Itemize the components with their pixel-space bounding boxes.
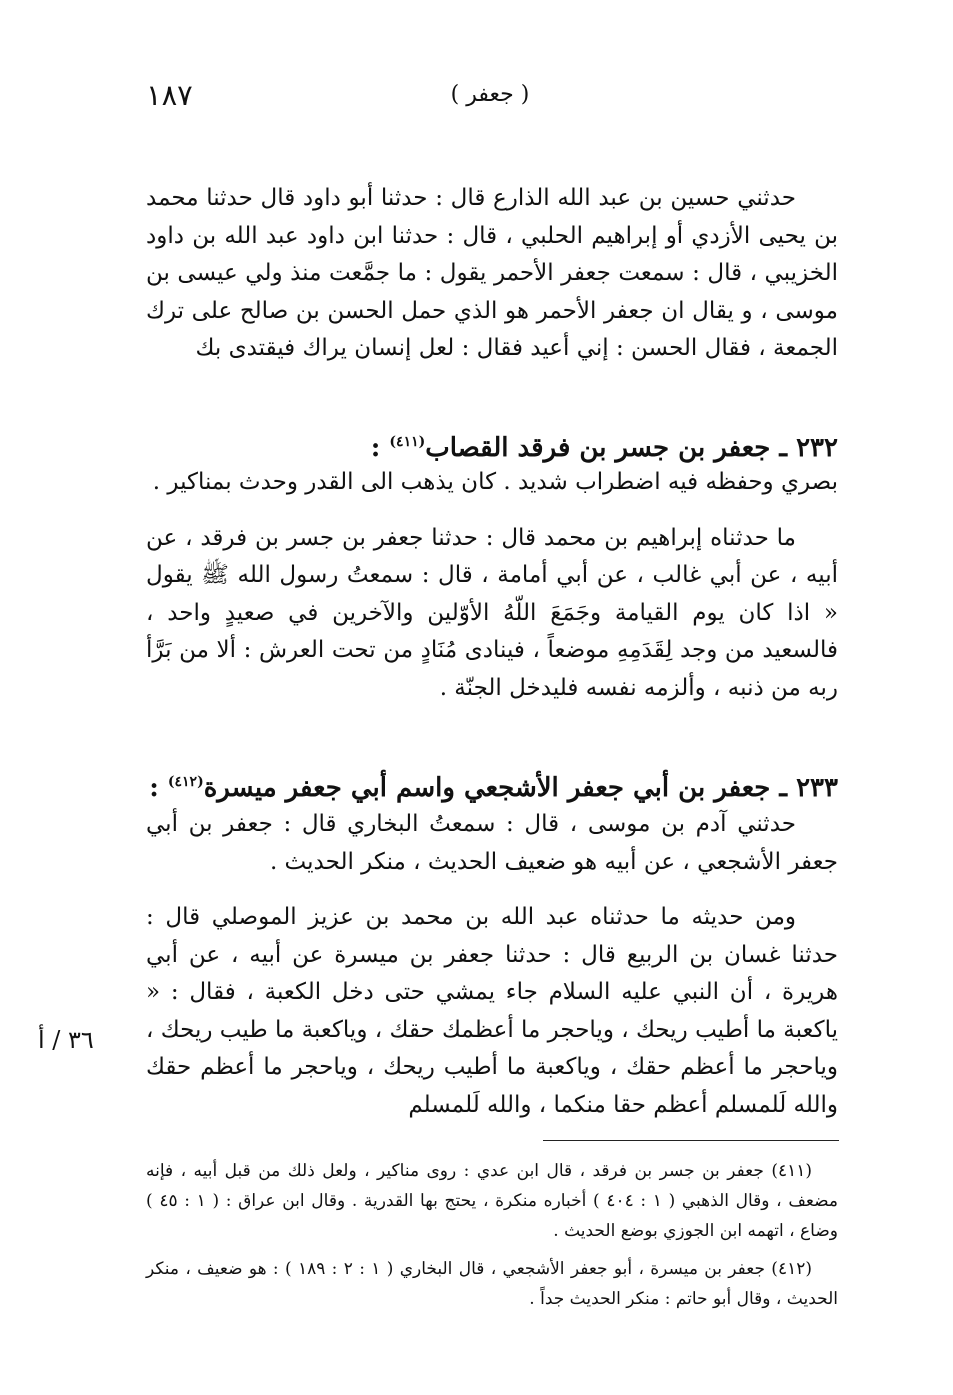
entry-232-hadith: ما حدثناه إبراهيم بن محمد قال : حدثنا جعفر بن جسر بن فرقد ، عن أبيه ، عن أبي غالب ، عن أبي أمامة ، قال : سمعتُ رسول الله ﷺ يقول « اذا كان يوم القيامة وجَمَعَ اللّهُ الأوّلين والآخرين في صعيدٍ واحد ، فالسعيد من وجد لِقَدَمِهِ موضعاً ، فينادى مُنَادٍ من تحت العرش : ألا من بَرَّأ ربه من ذنبه ، وألزمه نفسه فليدخل الجنّة . (146, 524, 838, 701)
entry-232-title: ٢٣٢ ـ جعفر بن جسر بن فرقد القصاب (425, 433, 838, 463)
entry-233-heading (146, 762, 838, 808)
entry-233-body (146, 806, 838, 1124)
footnote-ref-412[interactable]: (٤١٢) (167, 774, 204, 790)
footnote-411: (٤١١) جعفر بن جسر بن فرقد ، قال ابن عدي : روى مناكير ، ولعل ذلك من قبل أبيه ، فإنه مضعف ، وقال الذهبي ( ١ : ٤٠٤ ) أخباره منكرة ، يحتج بها القدرية . وقال ابن عراق : ( ١ : ٤٥ ) وضاع ، اتهمه ابن الجوزي بوضع الحديث . (146, 1161, 838, 1241)
entry-232-title-end: : (370, 433, 390, 463)
entry-232-body (146, 464, 838, 707)
intro-paragraph: حدثني حسين بن عبد الله الذارع قال : حدثنا أبو داود قال حدثنا محمد بن يحيى الأزدي أو إبراهيم الحلبي ، قال : حدثنا ابن داود عبد الله بن داود الخزيبي ، قال : سمعت جعفر الأحمر يقول : ما جمَّعت منذ ولي عيسى بن موسى ، و يقال ان جعفر الأحمر هو الذي حمل الحسن بن صالح على ترك الجمعة ، فقال الحسن : إني أعيد فقال : لعل إنسان يراك فيقتدى بك (146, 185, 838, 361)
running-title: ( جعفر ) (450, 82, 530, 107)
entry-232-heading (146, 422, 838, 468)
entry-232-summary: بصري وحفظه فيه اضطراب شديد . كان يذهب الى القدر وحدث بمناكير . (152, 469, 838, 495)
entry-233-summary: حدثني آدم بن موسى ، قال : سمعتُ البخاري قال : جعفر بن أبي جعفر الأشجعي ، عن أبيه هو ضعيف الحديث ، منكر الحديث . (146, 811, 838, 875)
footnotes (146, 1156, 838, 1314)
page-header (140, 78, 840, 118)
entry-233-hadith: ومن حديثه ما حدثناه عبد الله بن محمد بن عزيز الموصلي قال : حدثنا غسان بن الربيع قال : حدثنا جعفر بن ميسرة عن أبيه ، عن أبي هريرة ، أن النبي عليه السلام جاء يمشي حتى دخل الكعبة ، فقال : « ياكعبة ما أطيب ريحك ، وياحجر ما أعظمك حقك ، وياكعبة ما طيب ريحك ، وياحجر ما أعظم حقك ، وياكعبة ما أطيب ريحك ، وياحجر ما أعظم حقك والله لَلمسلم أعظم حقا منكما ، والله لَلمسلم (146, 904, 838, 1118)
page-number: ١٨٧ (146, 78, 193, 112)
entry-233-title-end: : (149, 773, 168, 803)
footnote-divider (543, 1140, 839, 1141)
footnote-ref-411[interactable]: (٤١١) (389, 434, 426, 450)
footnote-412: (٤١٢) جعفر بن ميسرة ، أبو جعفر الأشجعي ، قال البخاري ( ١ : ٢ : ١٨٩ ) : هو ضعيف ، منكر الحديث ، وقال أبو حاتم : منكر الحديث جداً . (146, 1259, 838, 1309)
intro-section (146, 180, 838, 368)
entry-233-title: ٢٣٣ ـ جعفر بن أبي جعفر الأشجعي واسم أبي جعفر ميسرة (203, 773, 838, 803)
manuscript-folio-note: ٣٦ / أ (38, 1026, 94, 1054)
